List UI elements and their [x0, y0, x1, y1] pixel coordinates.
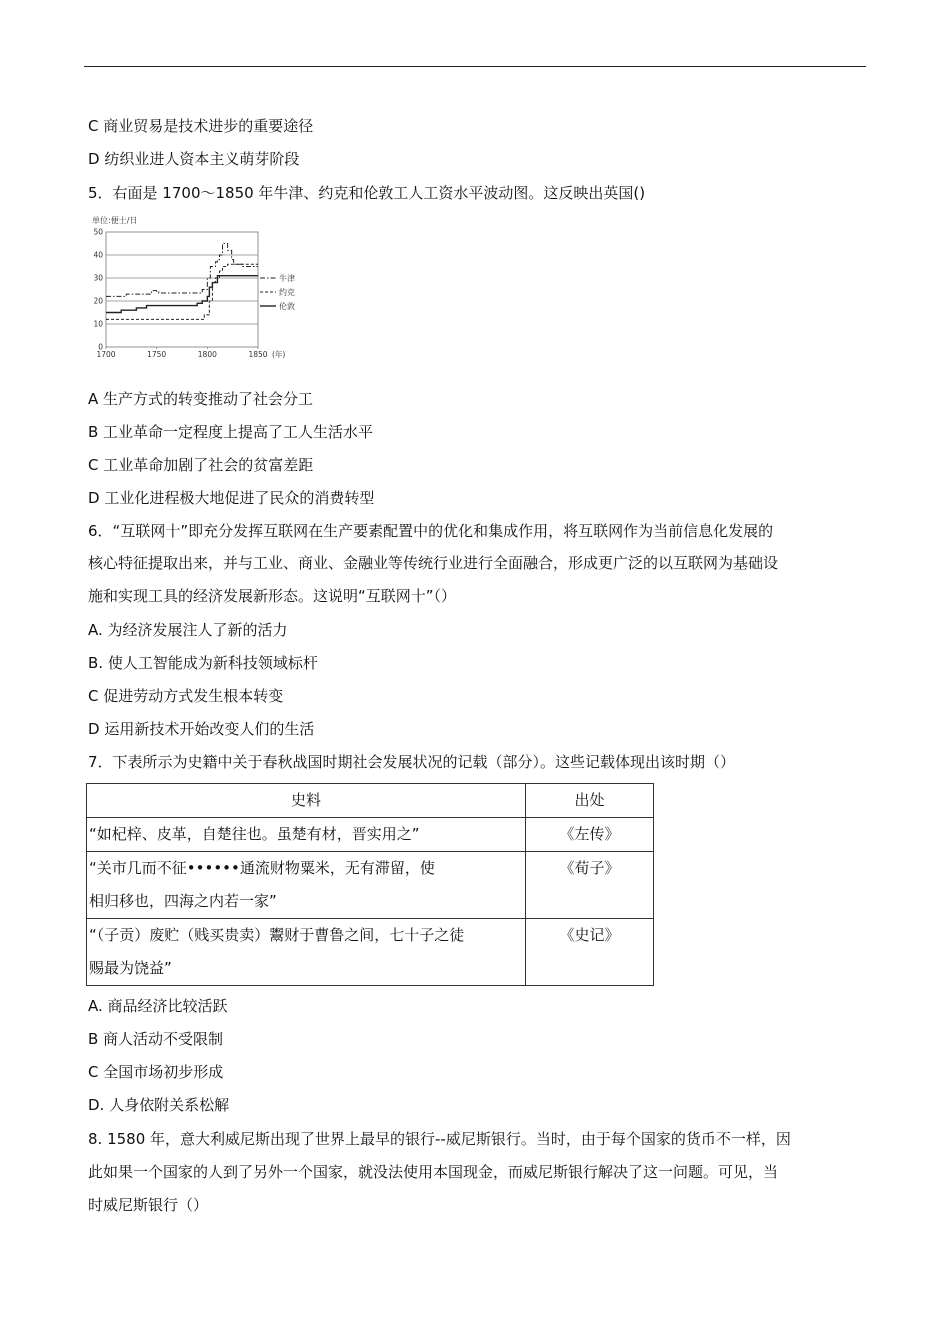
q5-stem: 5．右面是 1700～1850 年牛津、约克和伦敦工人工资水平波动图。这反映出英国()	[88, 184, 646, 202]
unit-label: 单位:便士/日	[92, 216, 138, 225]
y-tick-label-4: 40	[93, 250, 103, 260]
table-row	[87, 818, 654, 852]
q7-option-b: B 商人活动不受限制	[88, 1030, 224, 1048]
series-line-0	[106, 244, 258, 297]
q5-option-d: D 工业化进程极大地促进了民众的消费转型	[88, 489, 375, 507]
series-line-1	[106, 264, 258, 319]
table-row	[87, 919, 654, 986]
row-1-text	[87, 818, 526, 852]
q6-option-d: D 运用新技术开始改变人们的生活	[88, 720, 315, 738]
q5-option-a: A 生产方式的转变推动了社会分工	[88, 390, 314, 408]
y-tick-label-5: 50	[93, 227, 103, 237]
q4-option-d: D 纺织业进人资本主义萌芽阶段	[88, 150, 300, 168]
q7-option-d: D. 人身依附关系松解	[88, 1096, 230, 1114]
wage-line-chart	[88, 212, 308, 364]
row-3-source: 《史记》	[526, 919, 654, 986]
header-source-text: 史料	[87, 784, 526, 818]
row-2-text-line-2: 相归移也，四海之内若一家”	[89, 892, 277, 910]
q8-stem-line-3: 时威尼斯银行（）	[88, 1196, 209, 1214]
x-tick-label-2: 1800	[197, 350, 217, 359]
x-axis-label: (年)	[272, 350, 286, 359]
x-tick-label-3: 1850	[248, 350, 268, 359]
q6-option-a: A. 为经济发展注人了新的活力	[88, 621, 288, 639]
q7-stem: 7．下表所示为史籍中关于春秋战国时期社会发展状况的记载（部分）。这些记载体现出该时期（）	[88, 753, 736, 771]
y-tick-label-0: 0	[98, 342, 103, 352]
row-2-source: 《荀子》	[526, 852, 654, 919]
plot-frame	[106, 232, 258, 347]
y-tick-label-2: 20	[93, 296, 103, 306]
row-3-text-line-1: “（子贡）废贮（贱买贵卖）鬻财于曹鲁之间，七十子之徒	[89, 926, 465, 944]
table-row	[87, 852, 654, 919]
header-rule	[84, 66, 866, 67]
legend-label-1: 约克	[279, 288, 295, 297]
y-tick-label-1: 10	[93, 319, 103, 329]
y-tick-label-3: 30	[93, 273, 103, 283]
source-table	[86, 783, 654, 986]
q7-option-a: A. 商品经济比较活跃	[88, 997, 228, 1015]
q6-stem-line-3: 施和实现工具的经济发展新形态。这说明“互联网十”（）	[88, 587, 457, 605]
x-tick-label-0: 1700	[96, 350, 116, 359]
legend-label-0: 牛津	[279, 274, 295, 283]
row-2-text	[87, 852, 526, 919]
q7-option-c: C 全国市场初步形成	[88, 1063, 224, 1081]
q6-stem-line-1: 6．“互联网十”即充分发挥互联网在生产要素配置中的优化和集成作用，将互联网作为当前信息化发展的	[88, 522, 774, 540]
q8-stem-line-2: 此如果一个国家的人到了另外一个国家，就没法使用本国现金，而威尼斯银行解决了这一问题。可见，当	[88, 1163, 779, 1181]
legend-label-2: 伦敦	[279, 302, 295, 311]
row-2-text-line-1: “关市几而不征••••••通流财物粟米，无有滞留，使	[89, 859, 435, 877]
row-3-text	[87, 919, 526, 986]
row-1-source: 《左传》	[526, 818, 654, 852]
x-tick-label-1: 1750	[147, 350, 167, 359]
q5-option-b: B 工业革命一定程度上提高了工人生活水平	[88, 423, 374, 441]
row-3-text-line-2: 赐最为饶益”	[89, 959, 172, 977]
q6-option-b: B. 使人工智能成为新科技领域标杆	[88, 654, 318, 672]
header-origin: 出处	[526, 784, 654, 818]
table-header-row	[87, 784, 654, 818]
q4-option-c: C 商业贸易是技术进步的重要途径	[88, 117, 314, 135]
q6-stem-line-2: 核心特征提取出来，并与工业、商业、金融业等传统行业进行全面融合，形成更广泛的以互联网为基础设	[88, 554, 779, 572]
row-1-text-line-1: “如杞梓、皮革，自楚往也。虽楚有材，晋实用之”	[89, 825, 420, 843]
q6-option-c: C 促进劳动方式发生根本转变	[88, 687, 284, 705]
q8-stem-line-1: 8. 1580 年，意大利威尼斯出现了世界上最早的银行--威尼斯银行。当时，由于每个国家的货币不一样，因	[88, 1130, 791, 1148]
q5-option-c: C 工业革命加剧了社会的贫富差距	[88, 456, 314, 474]
